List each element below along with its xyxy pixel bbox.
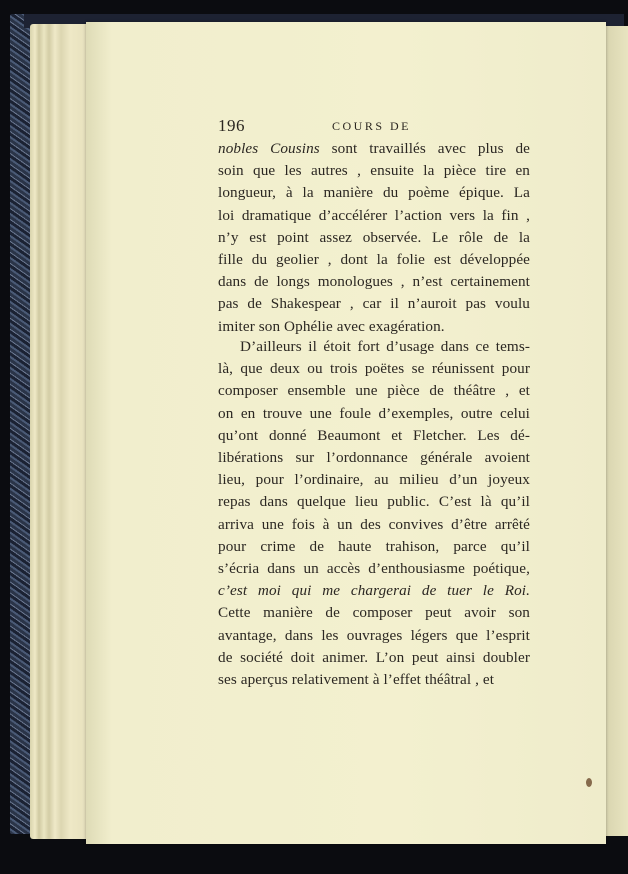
text-line: [218, 669, 530, 691]
text-line: [218, 138, 530, 160]
line-text: avantage, dans les ouvrages légers que l’esprit: [218, 626, 530, 644]
text-line: [218, 425, 530, 447]
line-text: loi dramatique d’accélérer l’action vers la fin ,: [218, 206, 530, 224]
line-text: repas dans quelque lieu public. C’est là qu’il: [218, 493, 530, 511]
ink-spot: [586, 778, 592, 787]
text-line: [218, 558, 530, 580]
line-text: composer ensemble une pièce de théâtre , et: [218, 382, 530, 400]
running-title: COURS DE: [332, 119, 412, 133]
text-line: [218, 358, 530, 380]
text-line: [218, 293, 530, 315]
line-text: ses aperçus relativement à l’effet théâtral , et: [218, 671, 495, 688]
page-number: 196: [218, 116, 245, 135]
line-text: arriva une fois à un des convives d’être arrêté: [218, 515, 530, 533]
italic-text: nobles Cousins: [218, 140, 320, 157]
italic-text: c’est moi qui me chargerai de tuer le Roi.: [218, 582, 530, 600]
text-line: [218, 403, 530, 425]
text-line: [240, 336, 530, 358]
line-text: longueur, à la manière du poème épique. La: [218, 184, 530, 202]
text-line: [218, 271, 530, 293]
text-line: [218, 160, 530, 182]
line-text: dans de longs monologues , n’est certainement: [218, 273, 530, 291]
line-text: pas de Shakespear , car il n’auroit pas voulu: [218, 295, 530, 313]
text-line: [218, 469, 530, 491]
line-text: fille du geolier , dont la folie est développée: [218, 251, 530, 268]
text-line: [218, 491, 530, 513]
text-line: [218, 182, 530, 204]
line-text: Cette manière de composer peut avoir son: [218, 604, 530, 622]
line-text: soin que les autres , ensuite la pièce tire en: [218, 162, 530, 180]
line-text: qu’ont donné Beaumont et Fletcher. Les dé-: [218, 426, 530, 444]
text-line: [218, 380, 530, 402]
text-line: [218, 249, 530, 271]
text-line: [218, 625, 530, 647]
line-text: pour crime de haute trahison, parce qu’il: [218, 537, 530, 555]
text-line: [218, 580, 530, 602]
text-line: [218, 205, 530, 227]
page-header: [218, 116, 528, 138]
text-line: [218, 647, 530, 669]
line-text: de société doit animer. L’on peut ainsi doubler: [218, 648, 530, 666]
text-line: [218, 536, 530, 558]
text-line: [218, 602, 530, 624]
text-line: [218, 447, 530, 469]
text-line: [218, 227, 530, 249]
line-text: D’ailleurs il étoit fort d’usage dans ce tems-: [240, 338, 530, 355]
line-text: lieu, pour l’ordinaire, au milieu d’un joyeux: [218, 471, 530, 489]
text-line: [218, 316, 530, 338]
text-line: [218, 514, 530, 536]
line-text: on en trouve une foule d’exemples, outre celui: [218, 404, 530, 422]
line-text: sont travaillés avec plus de: [319, 140, 530, 157]
line-text: imiter son Ophélie avec exagération.: [218, 317, 445, 335]
line-text: n’y est point assez observée. Le rôle de la: [218, 228, 530, 246]
line-text: s’écria dans un accès d’enthousiasme poétique,: [218, 560, 530, 577]
line-text: là, que deux ou trois poëtes se réunissent pour: [218, 360, 530, 378]
line-text: libérations sur l’ordonnance générale avoient: [218, 449, 530, 466]
